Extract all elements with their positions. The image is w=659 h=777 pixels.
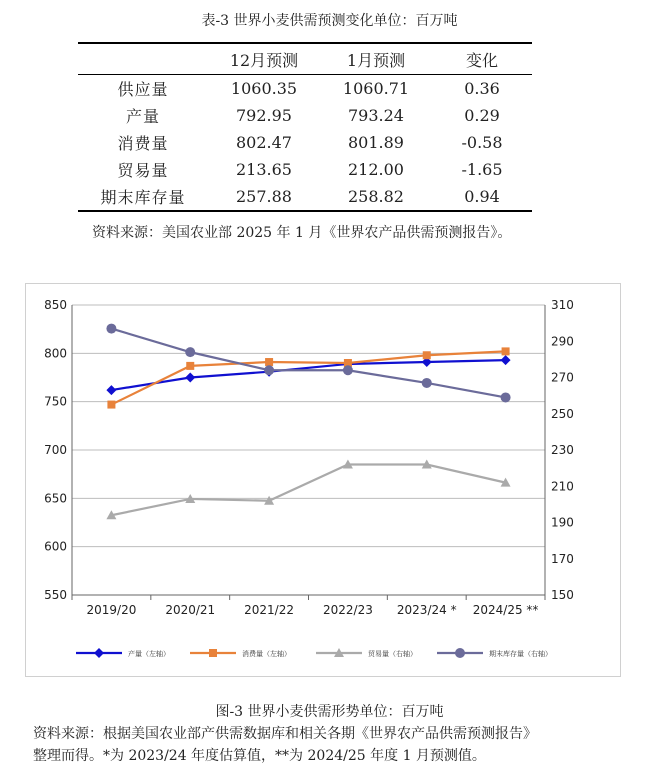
y-right-tick-label: 230 bbox=[551, 443, 574, 457]
figure-caption: 图-3 世界小麦供需形势单位：百万吨 bbox=[215, 704, 444, 720]
change-value: 0.29 bbox=[464, 106, 500, 125]
y-left-tick-label: 600 bbox=[44, 539, 67, 554]
data-point bbox=[265, 358, 273, 366]
dec-value: 257.88 bbox=[236, 187, 292, 206]
legend-entry: 消费量（左轴） bbox=[242, 650, 291, 658]
change-value: -1.65 bbox=[461, 160, 503, 179]
y-right-tick-label: 190 bbox=[551, 515, 574, 530]
jan-value: 793.24 bbox=[348, 106, 404, 125]
dec-value: 792.95 bbox=[236, 106, 292, 125]
change-value: 0.36 bbox=[464, 79, 500, 98]
row-label: 贸易量 bbox=[117, 161, 169, 180]
y-right-tick-label: 150 bbox=[551, 588, 574, 602]
row-label: 供应量 bbox=[117, 80, 169, 99]
data-point bbox=[106, 385, 116, 395]
jan-value: 801.89 bbox=[348, 133, 404, 152]
data-point bbox=[501, 392, 511, 402]
legend-entry: 贸易量（右轴） bbox=[368, 650, 417, 658]
legend-entry: 产量（左轴） bbox=[128, 650, 170, 658]
data-point bbox=[107, 401, 115, 409]
data-point bbox=[343, 365, 353, 375]
figure-source bbox=[33, 723, 633, 767]
header-cell: 12月预测 bbox=[229, 50, 299, 70]
data-point bbox=[185, 347, 195, 357]
y-left-tick-label: 550 bbox=[44, 588, 67, 602]
y-right-tick-label: 270 bbox=[551, 370, 574, 385]
data-point bbox=[186, 362, 194, 370]
dec-value: 1060.35 bbox=[230, 79, 298, 98]
y-left-tick-label: 750 bbox=[44, 394, 67, 409]
jan-value: 212.00 bbox=[348, 160, 404, 179]
x-tick-label: 2020/21 bbox=[165, 603, 216, 617]
data-point bbox=[502, 347, 510, 355]
row-label: 产量 bbox=[125, 107, 160, 126]
table-title: 表-3 世界小麦供需预测变化单位：百万吨 bbox=[201, 13, 458, 29]
y-left-tick-label: 650 bbox=[44, 491, 67, 506]
y-right-tick-label: 170 bbox=[551, 551, 574, 566]
legend-entry: 期末库存量（右轴） bbox=[489, 650, 552, 658]
data-point bbox=[501, 355, 511, 365]
x-tick-label: 2023/24 * bbox=[396, 603, 457, 617]
jan-value: 1060.71 bbox=[342, 79, 410, 98]
y-right-tick-label: 310 bbox=[551, 298, 574, 312]
dec-value: 802.47 bbox=[236, 133, 292, 152]
header-cell: 变化 bbox=[465, 50, 498, 70]
jan-value: 258.82 bbox=[348, 187, 404, 206]
series-line bbox=[111, 351, 505, 404]
change-value: 0.94 bbox=[464, 187, 500, 206]
dec-value: 213.65 bbox=[236, 160, 292, 179]
row-label: 消费量 bbox=[117, 134, 169, 153]
y-left-tick-label: 700 bbox=[44, 443, 67, 457]
y-right-tick-label: 250 bbox=[551, 406, 574, 421]
y-right-tick-label: 210 bbox=[551, 479, 574, 494]
data-point bbox=[423, 351, 431, 359]
y-left-tick-label: 800 bbox=[44, 346, 67, 361]
legend-marker bbox=[209, 649, 217, 657]
data-point bbox=[264, 365, 274, 375]
legend-marker bbox=[94, 648, 104, 658]
figure-source-line: 整理而得。*为 2023/24 年度估算值，**为 2024/25 年度 1 月预测值。 bbox=[33, 748, 486, 764]
y-left-tick-label: 850 bbox=[44, 298, 67, 312]
data-point bbox=[185, 373, 195, 383]
change-value: -0.58 bbox=[461, 133, 503, 152]
x-tick-label: 2024/25 ** bbox=[472, 603, 539, 617]
row-label: 期末库存量 bbox=[100, 188, 186, 207]
x-tick-label: 2022/23 bbox=[322, 603, 373, 617]
header-cell: 1月预测 bbox=[346, 50, 406, 70]
series-line bbox=[111, 465, 505, 516]
table-source: 资料来源：美国农业部 2025 年 1 月《世界农产品供需预测报告》。 bbox=[92, 225, 512, 241]
x-tick-label: 2019/20 bbox=[86, 603, 137, 617]
data-point bbox=[106, 324, 116, 334]
y-right-tick-label: 290 bbox=[551, 334, 574, 349]
x-tick-label: 2021/22 bbox=[244, 603, 295, 617]
legend-marker bbox=[455, 648, 465, 658]
data-point bbox=[422, 378, 432, 388]
figure-source-line: 资料来源：根据美国农业部产供需数据库和相关各期《世界农产品供需预测报告》 bbox=[33, 726, 537, 742]
